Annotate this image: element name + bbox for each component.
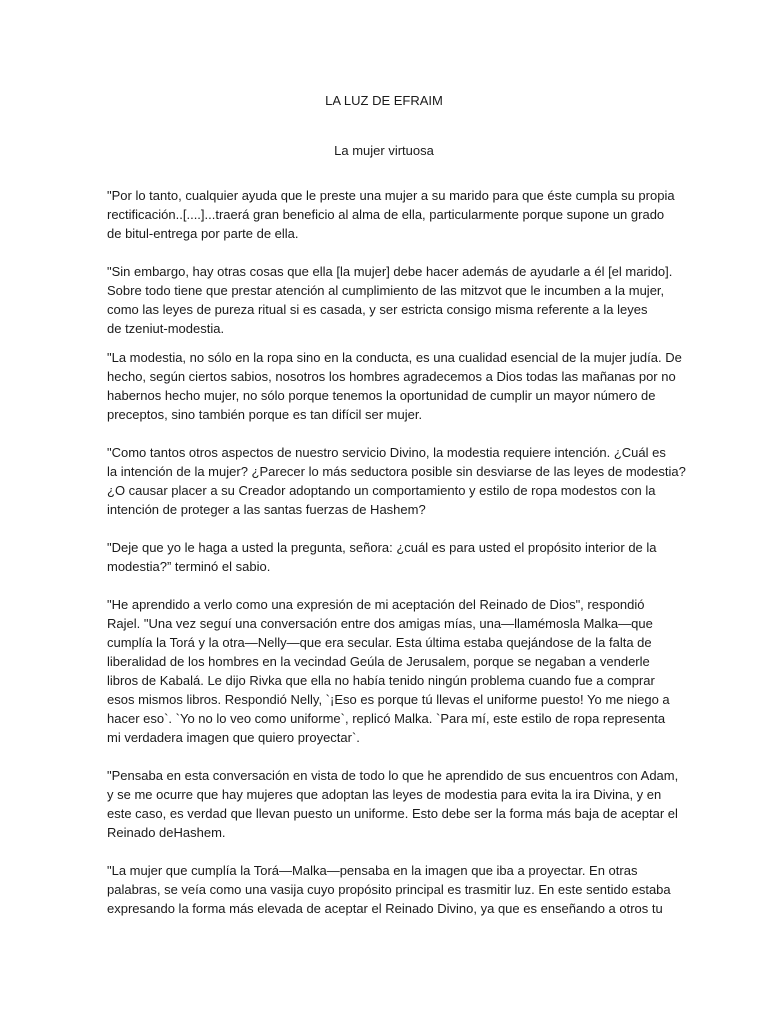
paragraph bbox=[107, 861, 671, 918]
document-subtitle: La mujer virtuosa bbox=[334, 143, 434, 158]
text-line: "Como tantos otros aspectos de nuestro servicio Divino, la modestia requiere intención. ¿Cuál es bbox=[107, 445, 666, 460]
text-line: "La mujer que cumplía la Torá—Malka—pensaba en la imagen que iba a proyectar. En otras bbox=[107, 863, 638, 878]
text-line: rectificación..[....]...traerá gran beneficio al alma de ella, particularmente porque supone un grado bbox=[107, 207, 665, 222]
paragraph bbox=[107, 186, 675, 243]
text-line: hecho, según ciertos sabios, nosotros los hombres agradecemos a Dios todas las mañanas por no bbox=[107, 369, 676, 384]
text-line: modestia?” terminó el sabio. bbox=[107, 559, 271, 574]
text-line: de bitul-entrega por parte de ella. bbox=[107, 226, 299, 241]
text-line: ¿O causar placer a su Creador adoptando un comportamiento y estilo de ropa modestos con la bbox=[107, 483, 656, 498]
text-line: habernos hecho mujer, no sólo porque tenemos la oportunidad de cumplir un mayor número de bbox=[107, 388, 656, 403]
text-line: de tzeniut-modestia. bbox=[107, 321, 225, 336]
text-line: cumplía la Torá y la otra—Nelly—que era secular. Esta última estaba quejándose de la falta de bbox=[107, 635, 652, 650]
text-line: "Deje que yo le haga a usted la pregunta, señora: ¿cuál es para usted el propósito interior de la bbox=[107, 540, 657, 555]
text-line: esos mismos libros. Respondió Nelly, `¡Eso es porque tú llevas el uniforme puesto! Yo me niego a bbox=[107, 692, 670, 707]
text-line: "La modestia, no sólo en la ropa sino en la conducta, es una cualidad esencial de la mujer judía. De bbox=[107, 350, 682, 365]
paragraph bbox=[107, 262, 673, 338]
text-line: Reinado deHashem. bbox=[107, 825, 226, 840]
paragraph bbox=[107, 443, 686, 519]
text-line: hacer eso`. `Yo no lo veo como uniforme`, replicó Malka. `Para mí, este estilo de ropa representa bbox=[107, 711, 666, 726]
paragraph bbox=[107, 766, 679, 842]
paragraph bbox=[107, 538, 667, 576]
text-line: "Por lo tanto, cualquier ayuda que le preste una mujer a su marido para que éste cumpla su propia bbox=[107, 188, 675, 203]
text-line: "Sin embargo, hay otras cosas que ella [la mujer] debe hacer además de ayudarle a él [el marido]. bbox=[107, 264, 673, 279]
text-line: palabras, se veía como una vasija cuyo propósito principal es trasmitir luz. En este sentido estaba bbox=[107, 882, 671, 897]
text-line: expresando la forma más elevada de aceptar el Reinado Divino, ya que es enseñando a otros tu bbox=[107, 901, 663, 916]
text-line: este caso, es verdad que llevan puesto un uniforme. Esto debe ser la forma más baja de aceptar el bbox=[107, 806, 678, 821]
text-line: liberalidad de los hombres en la vecindad Geúla de Jerusalem, porque se negaban a venderle bbox=[107, 654, 650, 669]
document-body bbox=[107, 186, 686, 937]
text-line: mi verdadera imagen que quiero proyectar`. bbox=[107, 730, 360, 745]
text-line: como las leyes de pureza ritual si es casada, y ser estricta consigo misma referente a la leyes bbox=[107, 302, 648, 317]
text-line: libros de Kabalá. Le dijo Rivka que ella no había tenido ningún problema cuando fue a comprar bbox=[107, 673, 655, 688]
text-line: intención de proteger a las santas fuerzas de Hashem? bbox=[107, 502, 426, 517]
paragraph bbox=[107, 348, 682, 424]
text-line: "Pensaba en esta conversación en vista de todo lo que he aprendido de sus encuentros con Adam, bbox=[107, 768, 679, 783]
text-line: Rajel. "Una vez seguí una conversación entre dos amigas mías, una—llamémosla Malka—que bbox=[107, 616, 653, 631]
paragraph bbox=[107, 595, 670, 747]
text-line: Sobre todo tiene que prestar atención al cumplimiento de las mitzvot que le incumben a la mujer, bbox=[107, 283, 665, 298]
text-line: la intención de la mujer? ¿Parecer lo más seductora posible sin desviarse de las leyes de modestia? bbox=[107, 464, 686, 479]
text-line: "He aprendido a verlo como una expresión de mi aceptación del Reinado de Dios", respondió bbox=[107, 597, 645, 612]
document-title: LA LUZ DE EFRAIM bbox=[325, 93, 443, 108]
text-line: y se me ocurre que hay mujeres que adoptan las leyes de modestia para evita la ira Divina, y en bbox=[107, 787, 662, 802]
text-line: preceptos, sino también porque es tan difícil ser mujer. bbox=[107, 407, 423, 422]
